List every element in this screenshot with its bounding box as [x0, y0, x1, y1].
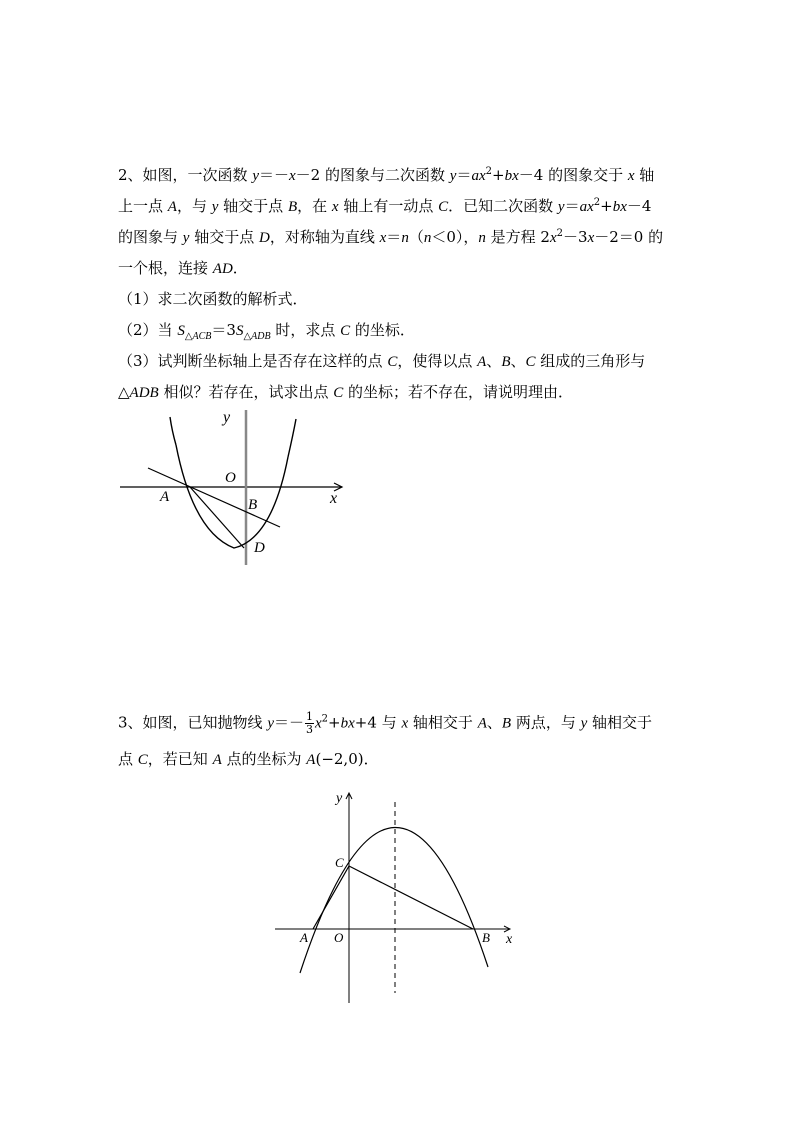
- p2-parabola-left-top: [170, 417, 176, 445]
- p3-segment-CB: [349, 866, 473, 929]
- p2-label-B: B: [248, 497, 258, 513]
- p3-label-B: B: [482, 930, 490, 945]
- p2-label-y: y: [223, 409, 231, 426]
- p3-label-x: x: [506, 932, 513, 947]
- p2-parabola: [176, 445, 288, 548]
- fraction-one-third: $\frac{1}{3}$: [306, 710, 313, 736]
- problem2-question3-line2: △ADB 相似？若存在，试求出点 C 的坐标；若不存在，请说明理由．: [118, 383, 574, 401]
- problem2-line4: 一个根，连接 AD．: [118, 259, 248, 277]
- problem2-question1: （1）求二次函数的解析式．: [118, 290, 308, 308]
- p2-label-A: A: [160, 489, 170, 505]
- problem2-question2: （2）当 $S_{\triangle ACB}=3S_{\triangle ADB}$ 时，求点 C 的坐标．: [118, 321, 415, 342]
- problem2-line3: 的图象与 y 轴交于点 D，对称轴为直线 x＝n（n＜0），n 是方程 $2x^2-3x-2=0$ 的: [118, 228, 664, 246]
- p3-label-A: A: [300, 930, 308, 945]
- problem3-figure: [270, 785, 530, 1010]
- p2-segment-AD: [190, 487, 244, 548]
- p2-parabola-right-top: [288, 419, 296, 457]
- problem2-line2: 上一点 A，与 y 轴交于点 B，在 x 轴上有一动点 C．已知二次函数 $y=ax^2+bx-4$: [118, 197, 652, 215]
- p3-parabola: [300, 827, 488, 973]
- problem2-question3-line1: （3）试判断坐标轴上是否存在这样的点 C，使得以点 A、B、C 组成的三角形与: [118, 352, 646, 370]
- p2-label-D: D: [254, 540, 265, 556]
- problem2-figure: [110, 405, 360, 580]
- problem3-line2: 点 C，若已知 A 点的坐标为 A(−2,0)．: [118, 750, 379, 768]
- problem3-line1: 3、如图，已知抛物线 y＝－ $\frac{1}{3}$ $x^2+bx+4$ 与 x 轴相交于 A、B 两点，与 y 轴相交于: [118, 710, 653, 736]
- p3-label-C: C: [335, 855, 344, 870]
- p2-label-O: O: [225, 470, 236, 486]
- p3-segment-AC: [313, 866, 349, 929]
- p2-label-x: x: [330, 490, 338, 507]
- p3-label-y: y: [336, 791, 343, 806]
- p3-label-O: O: [334, 930, 344, 945]
- problem2-line1: 2、如图，一次函数 y＝－x－2 的图象与二次函数 $y=ax^2+bx-4$ 的图象交于 x 轴: [118, 166, 655, 184]
